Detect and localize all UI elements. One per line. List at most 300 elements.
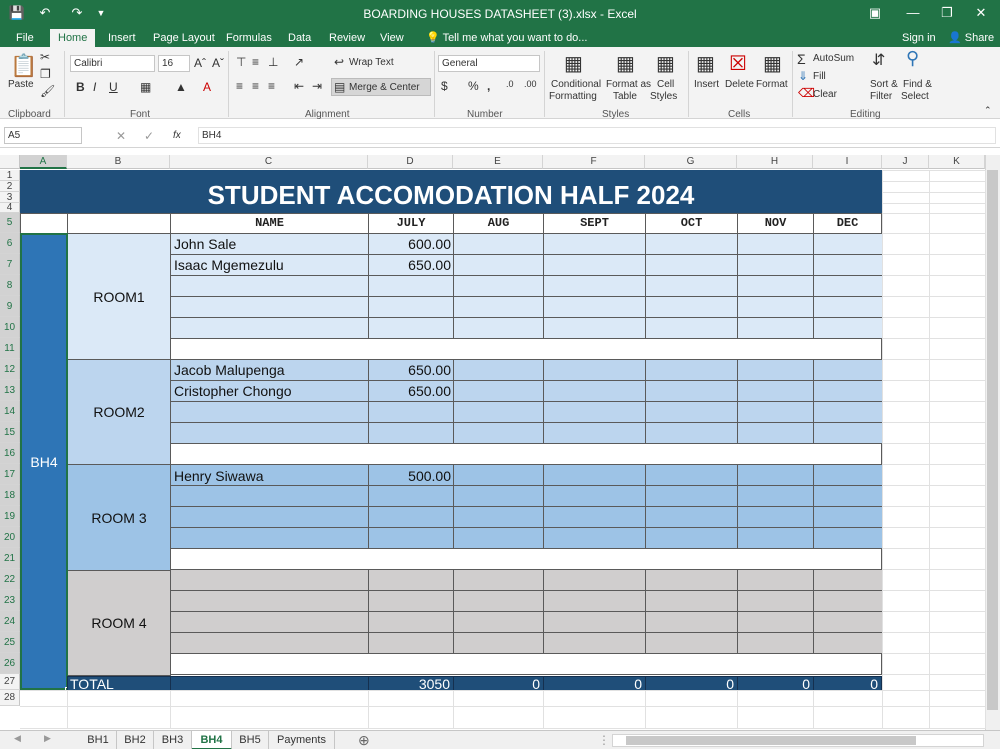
table-cell[interactable] — [737, 485, 814, 507]
cell-styles-label1[interactable]: Cell — [657, 79, 675, 90]
delete-cells-label[interactable]: Delete — [725, 79, 754, 90]
total-name-blank[interactable] — [170, 676, 369, 691]
prev-sheet-icon[interactable]: ◀ — [14, 733, 21, 743]
increase-font-icon[interactable]: Aˆ — [194, 56, 206, 70]
insert-cells-label[interactable]: Insert — [694, 79, 720, 90]
table-cell[interactable] — [543, 380, 646, 402]
row-header[interactable]: 19 — [0, 506, 20, 527]
tab-data[interactable]: Data — [288, 32, 312, 44]
cond-format-label2[interactable]: Formatting — [549, 91, 597, 102]
table-cell[interactable] — [543, 401, 646, 423]
spacer-row[interactable] — [170, 653, 882, 675]
row-header[interactable]: 14 — [0, 401, 20, 422]
group-editing-label: Editing — [850, 109, 881, 120]
select-all-button[interactable] — [0, 155, 20, 169]
comma-style-icon[interactable]: , — [487, 79, 491, 93]
spacer-row[interactable] — [170, 443, 882, 465]
table-cell[interactable] — [813, 233, 883, 255]
header-nov[interactable]: NOV — [737, 213, 814, 234]
cut-icon[interactable]: ✂ — [40, 50, 51, 64]
table-cell[interactable] — [645, 233, 738, 255]
decrease-decimal-icon[interactable]: .00 — [524, 79, 537, 89]
format-table-label1[interactable]: Format as — [606, 79, 652, 90]
confirm-entry-icon[interactable]: ✓ — [144, 129, 155, 143]
ribbon-divider — [64, 51, 65, 117]
gridline — [882, 728, 985, 729]
underline-icon[interactable]: U — [109, 80, 118, 94]
table-cell[interactable] — [543, 485, 646, 507]
table-cell[interactable] — [453, 569, 544, 591]
table-cell[interactable] — [813, 632, 883, 654]
increase-decimal-icon[interactable]: .0 — [506, 79, 514, 89]
insert-function-icon[interactable]: fx — [173, 130, 181, 141]
ribbon-tabs — [0, 27, 1000, 47]
table-cell[interactable] — [543, 317, 646, 339]
table-cell[interactable] — [543, 611, 646, 633]
tab-file[interactable]: File — [16, 32, 34, 44]
fill-label[interactable]: Fill — [813, 71, 826, 82]
table-cell[interactable] — [737, 527, 814, 549]
header-sept[interactable]: SEPT — [543, 213, 646, 234]
column-header[interactable]: H — [737, 155, 813, 169]
row-header[interactable]: 3 — [0, 192, 20, 203]
table-cell[interactable] — [368, 611, 454, 633]
table-cell[interactable] — [645, 611, 738, 633]
column-header[interactable]: D — [368, 155, 453, 169]
table-cell[interactable] — [813, 254, 883, 276]
header-oct[interactable]: OCT — [645, 213, 738, 234]
collapse-ribbon-icon[interactable]: ⌃ — [984, 105, 992, 115]
format-painter-icon[interactable]: 🖌 — [40, 84, 56, 98]
restore-icon[interactable]: ❐ — [941, 5, 953, 20]
sort-filter-icon[interactable]: ⇵ — [872, 52, 886, 69]
cell-styles-icon[interactable]: ▦ — [656, 53, 675, 75]
table-cell[interactable] — [453, 464, 544, 486]
cond-format-label1[interactable]: Conditional — [551, 79, 602, 90]
tab-home[interactable]: Home — [50, 29, 95, 47]
gridline — [543, 691, 544, 729]
table-cell[interactable] — [453, 359, 544, 381]
row-header[interactable]: 7 — [0, 254, 20, 275]
column-header[interactable]: C — [170, 155, 368, 169]
align-bottom-icon[interactable]: ⊥ — [268, 55, 279, 69]
table-cell[interactable] — [453, 611, 544, 633]
row-header[interactable]: 20 — [0, 527, 20, 548]
row-header[interactable]: 9 — [0, 296, 20, 317]
row-header[interactable]: 13 — [0, 380, 20, 401]
table-cell[interactable] — [813, 569, 883, 591]
sheet-tabs-bar — [0, 730, 1000, 749]
font-color-icon[interactable]: A — [203, 80, 212, 94]
row-header[interactable]: 16 — [0, 443, 20, 464]
table-cell[interactable] — [813, 590, 883, 612]
gridline — [882, 296, 985, 297]
sign-in-link[interactable]: Sign in — [902, 32, 936, 44]
gridline — [170, 691, 171, 729]
wrap-text-icon[interactable]: ↩ — [334, 55, 345, 69]
share-label: Share — [964, 32, 995, 44]
vertical-scroll-thumb[interactable] — [987, 170, 998, 710]
font-name-box[interactable]: Calibri — [70, 55, 155, 72]
column-header[interactable]: G — [645, 155, 737, 169]
table-cell[interactable] — [813, 317, 883, 339]
tab-formulas[interactable]: Formulas — [226, 32, 272, 44]
person-icon: 👤 — [948, 32, 965, 44]
header-blank-a[interactable] — [20, 213, 68, 234]
table-cell[interactable] — [737, 275, 814, 297]
table-cell[interactable] — [813, 611, 883, 633]
table-cell[interactable] — [737, 569, 814, 591]
table-cell[interactable] — [645, 359, 738, 381]
table-cell[interactable] — [645, 275, 738, 297]
cell-styles-label2[interactable]: Styles — [650, 91, 678, 102]
find-select-label1[interactable]: Find & — [903, 79, 932, 90]
table-cell[interactable] — [170, 569, 369, 591]
table-cell[interactable] — [453, 401, 544, 423]
tenant-name: John Sale — [174, 236, 237, 252]
table-cell[interactable] — [737, 233, 814, 255]
table-cell[interactable] — [737, 296, 814, 318]
table-cell[interactable] — [645, 422, 738, 444]
column-header[interactable]: F — [543, 155, 645, 169]
row-header[interactable]: 24 — [0, 611, 20, 632]
borders-icon[interactable]: ▦ — [140, 80, 152, 94]
align-right-icon[interactable]: ≡ — [268, 79, 276, 93]
table-cell[interactable] — [645, 254, 738, 276]
italic-icon[interactable]: I — [93, 80, 97, 94]
table-cell[interactable] — [543, 296, 646, 318]
next-sheet-icon[interactable]: ▶ — [44, 733, 51, 743]
header-name[interactable]: NAME — [170, 213, 369, 234]
table-cell[interactable] — [737, 317, 814, 339]
undo-icon[interactable]: ↶ — [39, 5, 51, 20]
row-header[interactable]: 17 — [0, 464, 20, 485]
find-select-label2[interactable]: Select — [901, 91, 929, 102]
header-aug[interactable]: AUG — [453, 213, 544, 234]
table-cell[interactable] — [645, 632, 738, 654]
column-header[interactable]: B — [67, 155, 170, 169]
table-cell[interactable] — [543, 506, 646, 528]
table-cell[interactable] — [543, 527, 646, 549]
group-clipboard-label: Clipboard — [8, 109, 51, 120]
total-nov[interactable]: 0 — [737, 676, 814, 691]
table-cell[interactable] — [645, 380, 738, 402]
house-cell-selected[interactable]: BH4 — [20, 233, 68, 690]
total-label[interactable]: TOTAL — [67, 676, 171, 691]
format-as-table-icon[interactable]: ▦ — [616, 53, 635, 75]
table-cell[interactable] — [543, 569, 646, 591]
table-cell[interactable] — [543, 632, 646, 654]
table-cell[interactable] — [543, 422, 646, 444]
header-blank-b[interactable] — [67, 213, 171, 234]
table-cell[interactable] — [453, 380, 544, 402]
table-cell[interactable] — [453, 590, 544, 612]
tab-page-layout[interactable]: Page Layout — [153, 32, 215, 44]
total-july[interactable]: 3050 — [368, 676, 454, 691]
orientation-icon[interactable]: ↗ — [294, 55, 305, 69]
align-top-icon[interactable]: ⊤ — [236, 55, 247, 69]
row-header[interactable]: 18 — [0, 485, 20, 506]
decrease-indent-icon[interactable]: ⇤ — [294, 79, 305, 93]
share-button[interactable] — [940, 29, 1000, 47]
table-cell[interactable] — [453, 422, 544, 444]
row-header[interactable]: 1 — [0, 170, 20, 181]
align-left-icon[interactable]: ≡ — [236, 79, 244, 93]
table-cell[interactable] — [645, 401, 738, 423]
room3-label[interactable]: ROOM 3 — [67, 464, 171, 571]
horizontal-scroll-thumb[interactable] — [626, 736, 916, 745]
table-cell[interactable] — [737, 254, 814, 276]
total-dec[interactable]: 0 — [813, 676, 882, 691]
table-cell[interactable] — [813, 422, 883, 444]
gridline — [645, 691, 646, 729]
gridline — [882, 401, 985, 402]
table-cell[interactable] — [453, 485, 544, 507]
autosum-label[interactable]: AutoSum — [813, 53, 855, 64]
clear-label[interactable]: Clear — [813, 89, 837, 100]
table-cell[interactable] — [453, 275, 544, 297]
row-header[interactable]: 26 — [0, 653, 20, 674]
table-cell[interactable] — [737, 506, 814, 528]
gridline — [882, 254, 985, 255]
table-cell[interactable] — [813, 485, 883, 507]
row-header[interactable]: 11 — [0, 338, 20, 359]
table-cell[interactable] — [453, 317, 544, 339]
sort-filter-label2[interactable]: Filter — [870, 91, 893, 102]
table-cell[interactable] — [170, 317, 369, 339]
table-cell[interactable] — [645, 296, 738, 318]
format-table-label2[interactable]: Table — [613, 91, 637, 102]
table-cell[interactable] — [737, 422, 814, 444]
table-cell[interactable] — [170, 485, 369, 507]
row-header[interactable]: 2 — [0, 181, 20, 192]
table-cell[interactable] — [170, 590, 369, 612]
gridline — [882, 611, 985, 612]
row-header[interactable]: 25 — [0, 632, 20, 653]
gridline — [882, 233, 985, 234]
table-cell[interactable] — [737, 380, 814, 402]
sheet-tab-bh1[interactable]: BH1 — [80, 731, 117, 749]
table-cell[interactable] — [453, 527, 544, 549]
ribbon — [0, 47, 1000, 119]
tenant-july: 600.00 — [408, 236, 451, 252]
copy-icon[interactable]: ❐ — [40, 67, 51, 81]
align-center-icon[interactable]: ≡ — [252, 79, 260, 93]
title-bar — [0, 0, 1000, 27]
row-header[interactable]: 4 — [0, 203, 20, 213]
ribbon-display-icon[interactable]: ▣ — [868, 5, 882, 20]
row-header[interactable]: 15 — [0, 422, 20, 443]
name-box[interactable]: A5 — [4, 127, 82, 144]
sheet-tab-payments[interactable]: Payments — [269, 731, 335, 749]
customize-qat-icon[interactable]: ▼ — [96, 8, 106, 18]
table-cell[interactable] — [543, 254, 646, 276]
align-middle-icon[interactable]: ≡ — [252, 55, 260, 69]
table-cell[interactable] — [813, 275, 883, 297]
table-cell[interactable] — [170, 632, 369, 654]
table-cell[interactable] — [453, 632, 544, 654]
row-header[interactable]: 27 — [0, 674, 20, 690]
decrease-font-icon[interactable]: Aˇ — [212, 56, 224, 70]
gridline — [882, 485, 985, 486]
room1-label[interactable]: ROOM1 — [67, 233, 171, 360]
table-cell[interactable] — [453, 233, 544, 255]
tenant-name: Jacob Malupenga — [174, 362, 285, 378]
insert-cells-icon[interactable]: ▦ — [696, 53, 715, 75]
table-cell[interactable] — [368, 590, 454, 612]
column-header[interactable]: K — [929, 155, 985, 169]
cancel-entry-icon[interactable]: ✕ — [116, 129, 127, 143]
table-cell[interactable] — [813, 296, 883, 318]
table-cell[interactable] — [170, 527, 369, 549]
group-cells-label: Cells — [728, 109, 751, 120]
clear-icon[interactable]: ⌫ — [798, 86, 815, 100]
table-cell[interactable] — [737, 611, 814, 633]
total-sept[interactable]: 0 — [543, 676, 646, 691]
spacer-row[interactable] — [170, 338, 882, 360]
table-cell[interactable] — [368, 422, 454, 444]
column-header[interactable]: J — [882, 155, 929, 169]
table-cell[interactable] — [543, 233, 646, 255]
table-cell[interactable] — [170, 506, 369, 528]
paste-label[interactable]: Paste — [8, 79, 34, 90]
header-july[interactable]: JULY — [368, 213, 454, 234]
table-cell[interactable] — [645, 485, 738, 507]
room2-label[interactable]: ROOM2 — [67, 359, 171, 465]
sheet-tab-bh2[interactable]: BH2 — [117, 731, 154, 749]
group-number-label: Number — [467, 109, 503, 120]
sheet-tab-bh5[interactable]: BH5 — [232, 731, 269, 749]
fill-color-icon[interactable]: ▲ — [175, 80, 187, 94]
table-cell[interactable] — [170, 611, 369, 633]
find-select-icon[interactable]: ⚲ — [906, 48, 920, 68]
table-cell[interactable] — [645, 527, 738, 549]
table-cell[interactable] — [170, 296, 369, 318]
increase-indent-icon[interactable]: ⇥ — [312, 79, 323, 93]
table-cell[interactable] — [645, 317, 738, 339]
row-header[interactable]: 21 — [0, 548, 20, 569]
table-cell[interactable] — [453, 254, 544, 276]
table-cell[interactable] — [368, 485, 454, 507]
table-cell[interactable] — [813, 401, 883, 423]
row-header[interactable]: 6 — [0, 233, 20, 254]
row-header[interactable]: 5 — [0, 213, 20, 233]
total-oct[interactable]: 0 — [645, 676, 738, 691]
table-cell[interactable] — [645, 506, 738, 528]
row-header[interactable]: 10 — [0, 317, 20, 338]
table-cell[interactable] — [645, 590, 738, 612]
table-cell[interactable] — [645, 464, 738, 486]
table-cell[interactable] — [813, 506, 883, 528]
row-header[interactable]: 22 — [0, 569, 20, 590]
row-header[interactable]: 23 — [0, 590, 20, 611]
spacer-row[interactable] — [170, 548, 882, 570]
table-cell[interactable] — [543, 275, 646, 297]
table-cell[interactable] — [737, 464, 814, 486]
table-cell[interactable] — [543, 359, 646, 381]
table-cell[interactable] — [368, 401, 454, 423]
table-cell[interactable] — [645, 569, 738, 591]
minimize-icon[interactable]: — — [906, 5, 920, 20]
table-cell[interactable] — [813, 359, 883, 381]
delete-cells-icon[interactable]: ☒ — [729, 53, 747, 75]
sort-filter-label1[interactable]: Sort & — [870, 79, 898, 90]
redo-icon[interactable]: ↷ — [71, 5, 83, 20]
table-cell[interactable] — [737, 401, 814, 423]
total-aug[interactable]: 0 — [453, 676, 544, 691]
column-header[interactable]: I — [813, 155, 882, 169]
table-cell[interactable] — [543, 464, 646, 486]
tab-review[interactable]: Review — [329, 32, 366, 44]
sheet-tab-bh3[interactable]: BH3 — [154, 731, 192, 749]
column-header[interactable]: A — [20, 155, 67, 169]
currency-icon[interactable]: $ — [441, 79, 448, 93]
header-dec[interactable]: DEC — [813, 213, 882, 234]
lightbulb-icon: 💡 — [426, 32, 443, 44]
tell-me-box[interactable] — [418, 29, 595, 47]
format-cells-icon[interactable]: ▦ — [763, 53, 782, 75]
number-format-box[interactable]: General — [438, 55, 540, 72]
close-icon[interactable]: ✕ — [975, 5, 987, 20]
room4-label[interactable]: ROOM 4 — [67, 570, 171, 676]
column-header[interactable]: E — [453, 155, 543, 169]
row-header[interactable]: 28 — [0, 690, 20, 706]
fill-icon[interactable]: ⇓ — [798, 69, 809, 83]
gridline — [882, 653, 985, 654]
conditional-formatting-icon[interactable]: ▦ — [564, 53, 583, 75]
table-cell[interactable] — [543, 590, 646, 612]
row-header[interactable]: 8 — [0, 275, 20, 296]
table-cell[interactable] — [737, 590, 814, 612]
sheet-tab-bh4[interactable]: BH4 — [192, 731, 232, 749]
table-cell[interactable] — [813, 464, 883, 486]
table-cell[interactable] — [813, 380, 883, 402]
wrap-text-label[interactable]: Wrap Text — [349, 57, 394, 68]
table-cell[interactable] — [368, 569, 454, 591]
table-cell[interactable] — [170, 275, 369, 297]
table-cell[interactable] — [170, 401, 369, 423]
tab-insert[interactable]: Insert — [108, 32, 136, 44]
table-cell[interactable] — [368, 317, 454, 339]
table-cell[interactable] — [170, 422, 369, 444]
percent-icon[interactable]: % — [468, 79, 479, 93]
font-size-box[interactable]: 16 — [158, 55, 190, 72]
gridline — [882, 317, 985, 318]
tab-split-icon[interactable]: ⋮ — [598, 733, 610, 747]
table-cell[interactable] — [368, 632, 454, 654]
bold-icon[interactable]: B — [76, 80, 85, 94]
table-cell[interactable] — [737, 632, 814, 654]
tab-view[interactable]: View — [380, 32, 404, 44]
ribbon-divider — [228, 51, 229, 117]
save-icon[interactable]: 💾 — [8, 5, 26, 20]
table-cell[interactable] — [813, 527, 883, 549]
table-cell[interactable] — [368, 275, 454, 297]
table-cell[interactable] — [453, 296, 544, 318]
table-cell[interactable] — [368, 296, 454, 318]
format-cells-label[interactable]: Format — [756, 79, 788, 90]
paste-icon[interactable]: 📋 — [10, 53, 38, 78]
new-sheet-icon[interactable]: ⊕ — [358, 732, 370, 748]
row-header[interactable]: 12 — [0, 359, 20, 380]
merge-center-icon: ▤ — [334, 80, 346, 94]
table-cell[interactable] — [368, 527, 454, 549]
autosum-icon[interactable]: Σ — [797, 51, 806, 67]
table-cell[interactable] — [368, 506, 454, 528]
table-cell[interactable] — [737, 359, 814, 381]
formula-input[interactable]: BH4 — [198, 127, 996, 144]
table-cell[interactable] — [453, 506, 544, 528]
